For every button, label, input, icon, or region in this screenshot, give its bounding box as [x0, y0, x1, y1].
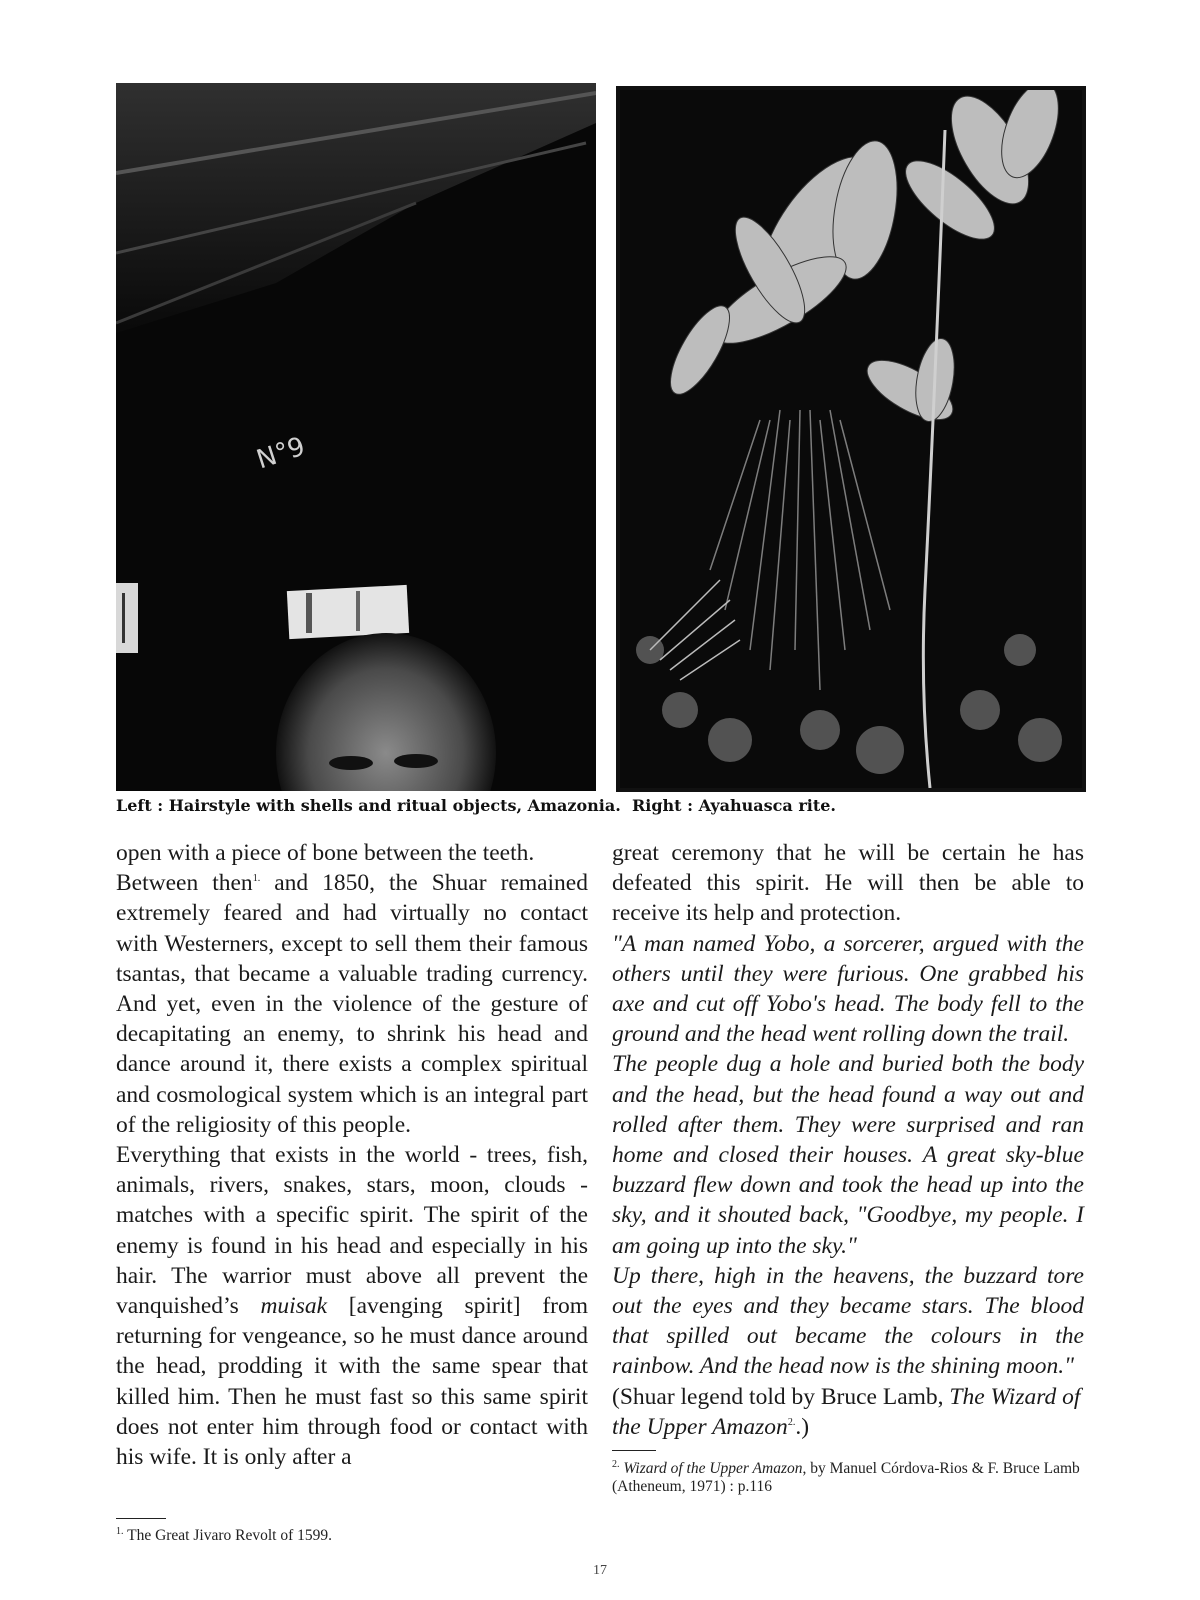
photo-caption [116, 796, 1096, 815]
quote-paragraph: The people dug a hole and buried both the body and the head, but the head found a way out and rolled after them. They were surprised and ran home and closed their houses. A great sky-blue buzzard flew down and took the head up into the sky, and it shouted back, "Goodbye, my people. I am going up into the sky." [612, 1051, 1084, 1259]
footnote-ref: 1. [252, 873, 261, 885]
text-run: and 1850, the Shuar remained extremely feared and had virtually no contact with Westerners, except to sell them their famous tsantas, that became a valuable trading currency. And yet, even in the violence of the gesture of decapitating an enemy, to shrink his head and dance around it, there exists a complex spiritual and cosmological system which is an integral part of the religiosity of this people. [116, 870, 588, 1138]
footnote-number: 1. [116, 1525, 124, 1537]
text-run: [avenging spirit] from returning for vengeance, so he must dance around the head, prodding it with the same spear that killed him. Then he must fast so this same spirit does not enter him through food or contact with his wife. It is only after a [116, 1293, 589, 1471]
paragraph [116, 868, 588, 1140]
footnote-rule [116, 1518, 166, 1519]
paragraph [116, 1140, 588, 1472]
text-column-right [612, 838, 1084, 1442]
quote-paragraph: Up there, high in the heavens, the buzzard tore out the eyes and they became stars. The blood that spilled out became the colours in the rainbow. And the head now is the shining moon." [612, 1262, 1084, 1380]
footnote-ref: 2. [787, 1417, 796, 1429]
footnote-number: 2. [612, 1458, 620, 1470]
caption-left: Left : Hairstyle with shells and ritual objects, Amazonia. [116, 796, 621, 815]
photo-hairstyle [116, 83, 596, 791]
caption-right: Right : Ayahuasca rite. [631, 796, 836, 815]
page-number: 17 [593, 1563, 607, 1578]
footnote-1 [116, 1527, 576, 1545]
quote-paragraph: "A man named Yobo, a sorcerer, argued with the others until they were furious. One grabbed his axe and cut off Yobo's head. The body fell to the ground and the head went rolling down the trail. [612, 930, 1084, 1048]
photo-ayahuasca [616, 86, 1086, 792]
text-run: (Shuar legend told by Bruce Lamb, [612, 1383, 950, 1410]
book-title: Wizard of the Upper Amazon [623, 1460, 803, 1477]
source-citation [612, 1382, 1084, 1442]
text-column-left [116, 838, 588, 1472]
text-run: .) [795, 1413, 810, 1440]
text-run: Everything that exists in the world - trees, fish, animals, rivers, snakes, stars, moon, clouds - matches with a specific spirit. The spirit of the enemy is found in his head and especially in his hair. The warrior must above all prevent the vanquished’s [116, 1142, 588, 1320]
paragraph: great ceremony that he will be certain he has defeated this spirit. He will then be able to receive its help and protection. [612, 840, 1084, 927]
italic-term: muisak [260, 1293, 328, 1320]
photo-sign-text: N°9 [252, 431, 309, 476]
footnote-text: The Great Jivaro Revolt of 1599. [123, 1527, 332, 1544]
paragraph: open with a piece of bone between the teeth. [116, 840, 535, 866]
footnote-rule [612, 1450, 656, 1451]
footnote-text: , by Manuel Córdova-Rios & F. Bruce Lamb (Atheneum, 1971) : p.116 [612, 1460, 1080, 1495]
text-run: Between then [116, 870, 253, 897]
footnote-2 [612, 1460, 1102, 1496]
book-title: The Wizard of the Upper Amazon [612, 1383, 1081, 1440]
